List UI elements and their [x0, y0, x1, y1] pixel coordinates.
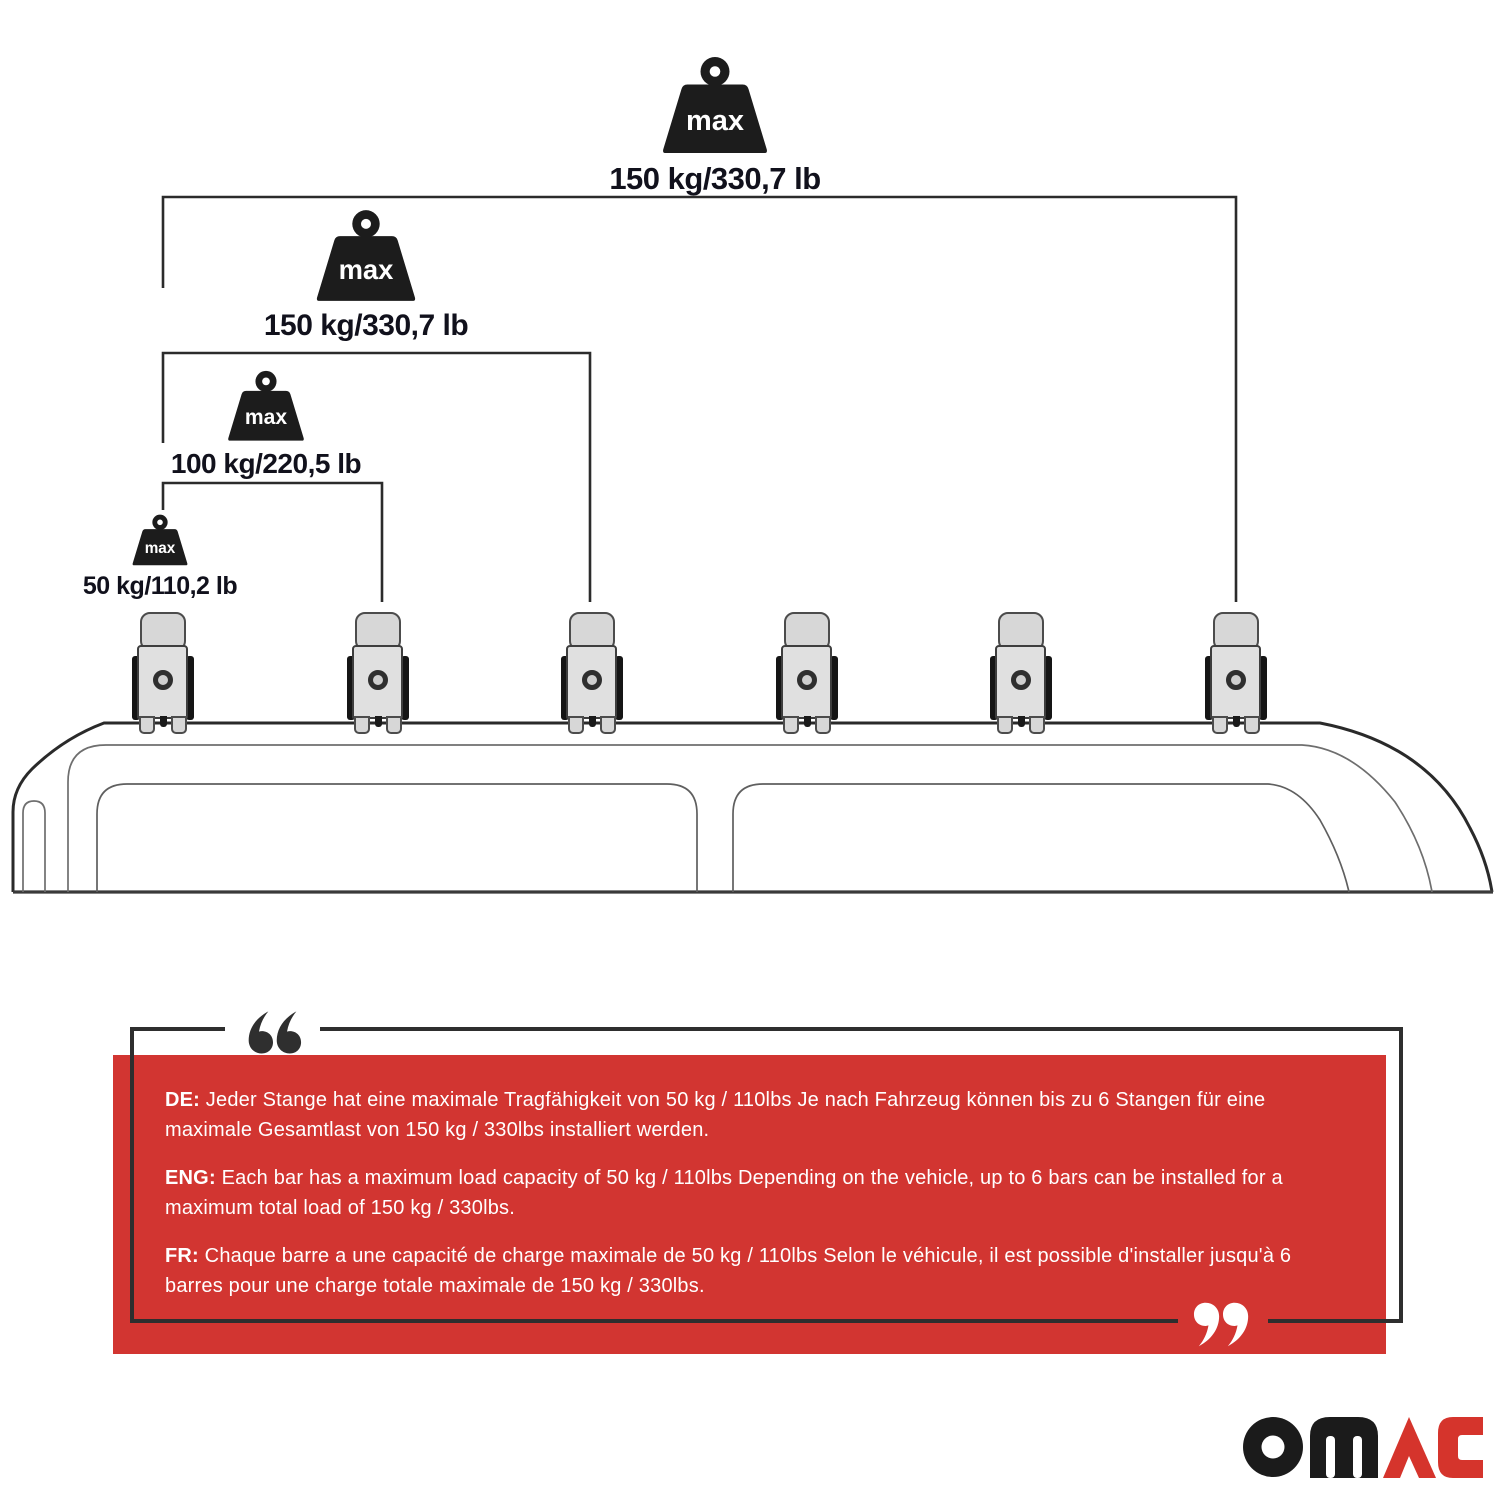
- mount-foot: [1212, 716, 1228, 734]
- max-text: max: [685, 105, 745, 137]
- roof-mount-4: [777, 612, 837, 734]
- mount-notch: [375, 716, 382, 727]
- paragraph-fr-text: Chaque barre a une capacité de charge maximale de 50 kg / 110lbs Selon le véhicule, il est possible d'installer jusqu'à 6 barres pour une charge totale maximale de 150 kg / 330lbs.: [165, 1245, 1292, 1297]
- paragraph-de-text: Jeder Stange hat eine maximale Tragfähigkeit von 50 kg / 110lbs Je nach Fahrzeug können bis zu 6 Stangen für eine maximale Gesamtlast von 150 kg / 330lbs installiert werden.: [165, 1089, 1266, 1141]
- max-weight-icon-150kg: [263, 209, 469, 342]
- van-inner-roofline: [68, 745, 1432, 892]
- closing-quote-icon: [1178, 1296, 1268, 1353]
- mount-foot: [171, 716, 187, 734]
- kettlebell-weight-icon: [226, 370, 306, 443]
- mount-foot: [354, 716, 370, 734]
- paragraph-eng-text: Each bar has a maximum load capacity of 50 kg / 110lbs Depending on the vehicle, up to 6 bars can be installed for a maximum total load of 150 kg / 330lbs.: [165, 1167, 1283, 1219]
- kettlebell-weight-icon: [660, 56, 770, 156]
- mount-bolt-hole: [582, 670, 602, 690]
- mount-foot: [600, 716, 616, 734]
- paragraph-de: [165, 1085, 1350, 1145]
- omac-logo: [1240, 1400, 1483, 1482]
- paragraph-eng: [165, 1163, 1350, 1223]
- roof-mount-3: [562, 612, 622, 734]
- roof-mount-2: [348, 612, 408, 734]
- van-front-pillar-line: [23, 801, 45, 892]
- roof-mount-1: [133, 612, 193, 734]
- kettlebell-weight-icon: [131, 514, 189, 567]
- mount-foot: [783, 716, 799, 734]
- mount-bolt-hole: [797, 670, 817, 690]
- mount-foot: [568, 716, 584, 734]
- weight-value-label: 150 kg/330,7 lb: [263, 309, 469, 342]
- omac-logo-graphic: [1240, 1400, 1483, 1482]
- mount-bolt-hole: [153, 670, 173, 690]
- kettlebell-weight-icon: [314, 209, 418, 304]
- max-weight-icon-50kg: [82, 514, 238, 600]
- mount-bolt-hole: [1011, 670, 1031, 690]
- max-weight-icon-100kg: [170, 370, 362, 479]
- mount-foot: [1244, 716, 1260, 734]
- lang-label-eng: ENG:: [165, 1167, 216, 1189]
- mount-bolt-hole: [1226, 670, 1246, 690]
- weight-value-label: 150 kg/330,7 lb: [609, 161, 821, 196]
- mount-notch: [804, 716, 811, 727]
- mount-foot: [815, 716, 831, 734]
- mount-notch: [160, 716, 167, 727]
- max-text: max: [244, 405, 288, 429]
- van-outer-outline: [13, 723, 1492, 892]
- opening-quote-icon: [225, 1000, 320, 1054]
- paragraph-fr: [165, 1241, 1350, 1301]
- weight-value-label: 50 kg/110,2 lb: [82, 572, 238, 600]
- mount-notch: [1018, 716, 1025, 727]
- mount-foot: [139, 716, 155, 734]
- load-capacity-text: [165, 1085, 1350, 1319]
- mount-foot: [1029, 716, 1045, 734]
- roof-mount-5: [991, 612, 1051, 734]
- lang-label-de: DE:: [165, 1089, 201, 1111]
- van-window-rear: [733, 784, 1349, 892]
- max-weight-icon-150kg-total: [609, 56, 821, 196]
- lang-label-fr: FR:: [165, 1245, 199, 1267]
- van-window-front: [97, 784, 697, 892]
- mount-bolt-hole: [368, 670, 388, 690]
- max-text: max: [144, 540, 176, 558]
- mount-notch: [1233, 716, 1240, 727]
- weight-value-label: 100 kg/220,5 lb: [170, 448, 362, 479]
- mount-notch: [589, 716, 596, 727]
- mount-foot: [386, 716, 402, 734]
- mount-foot: [997, 716, 1013, 734]
- roof-mount-6: [1206, 612, 1266, 734]
- max-text: max: [338, 254, 394, 286]
